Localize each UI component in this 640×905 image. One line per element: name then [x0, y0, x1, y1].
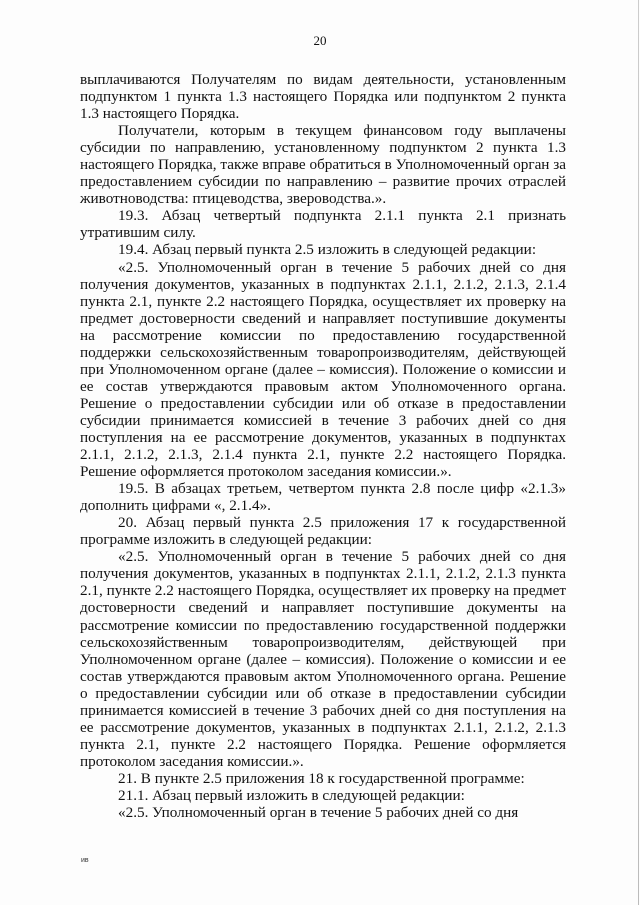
paragraph: 21. В пункте 2.5 приложения 18 к государственной программе: — [118, 769, 525, 787]
paragraph: 19.4. Абзац первый пункта 2.5 изложить в следующей редакции: — [118, 241, 537, 259]
paragraph: «2.5. Уполномоченный орган в течение 5 рабочих дней со дня получения документов, указанных в подпунктах 2.1.1, 2.1.2, 2.1.3, 2.1.4 пункта 2.1, пункте 2.2 настоящего Порядка, осуществляет их проверку на предмет достоверности сведений и направляет поступившие документы на рассмотрение комиссии по предоставлению государственной поддержки сельскохозяйственным товаропроизводителям, действующей при Уполномоченном органе (далее – комиссия). Положение о комиссии и ее состав утверждаются правовым актом Уполномоченного органа. Решение о предоставлении субсидии или об отказе в предоставлении субсидии принимается комиссией в течение 3 рабочих дней со дня поступления на ее рассмотрение документов, указанных в подпунктах 2.1.1, 2.1.2, 2.1.3, 2.1.4 пункта 2.1, пункте 2.2 настоящего Порядка. Решение оформляется протоколом заседания комиссии.». — [80, 258, 566, 481]
paragraph: 21.1. Абзац первый изложить в следующей редакции: — [118, 786, 465, 804]
paragraph: «2.5. Уполномоченный орган в течение 5 рабочих дней со дня получения документов, указанных в подпунктах 2.1.1, 2.1.2, 2.1.3 пункта 2.1, пункте 2.2 настоящего Порядка, осуществляет их проверку на предмет достоверности сведений и направляет поступившие документы на рассмотрение комиссии по предоставлению государственной поддержки сельскохозяйственным товаропроизводителям, действующей при Уполномоченном органе (далее – комиссия). Положение о комиссии и ее состав утверждаются правовым актом Уполномоченного органа. Решение о предоставлении субсидии или об отказе в предоставлении субсидии принимается комиссией в течение 3 рабочих дней со дня поступления на ее рассмотрение документов, указанных в подпунктах 2.1.1, 2.1.2, 2.1.3 пункта 2.1, пункте 2.2 настоящего Порядка. Решение оформляется протоколом заседания комиссии.». — [80, 548, 566, 770]
paragraph: Получатели, которым в текущем финансовом году выплачены субсидии по направлению, установленному подпунктом 2 пункта 1.3 настоящего Порядка, также вправе обратиться в Уполномоченный орган за предоставлением субсидии по направлению – развитие прочих отраслей животноводства: птицеводства, звероводства.». — [80, 122, 566, 208]
paragraph: выплачиваются Получателям по видам деятельности, установленным подпунктом 1 пункта 1.3 настоящего Порядка или подпунктом 2 пункта 1.3 настоящего Порядка. — [80, 71, 566, 123]
document-body — [80, 71, 566, 821]
scan-edge-divider — [638, 0, 639, 905]
paragraph: 20. Абзац первый пункта 2.5 приложения 17 к государственной программе изложить в следующей редакции: — [80, 514, 566, 549]
paragraph: 19.3. Абзац четвертый подпункта 2.1.1 пункта 2.1 признать утратившим силу. — [80, 207, 566, 242]
page-number: 20 — [313, 33, 327, 48]
footer-mark: ив — [81, 857, 89, 864]
paragraph: «2.5. Уполномоченный орган в течение 5 рабочих дней со дня — [118, 804, 519, 822]
paragraph: 19.5. В абзацах третьем, четвертом пункта 2.8 после цифр «2.1.3» дополнить цифрами «, 2.1.4». — [80, 480, 566, 515]
